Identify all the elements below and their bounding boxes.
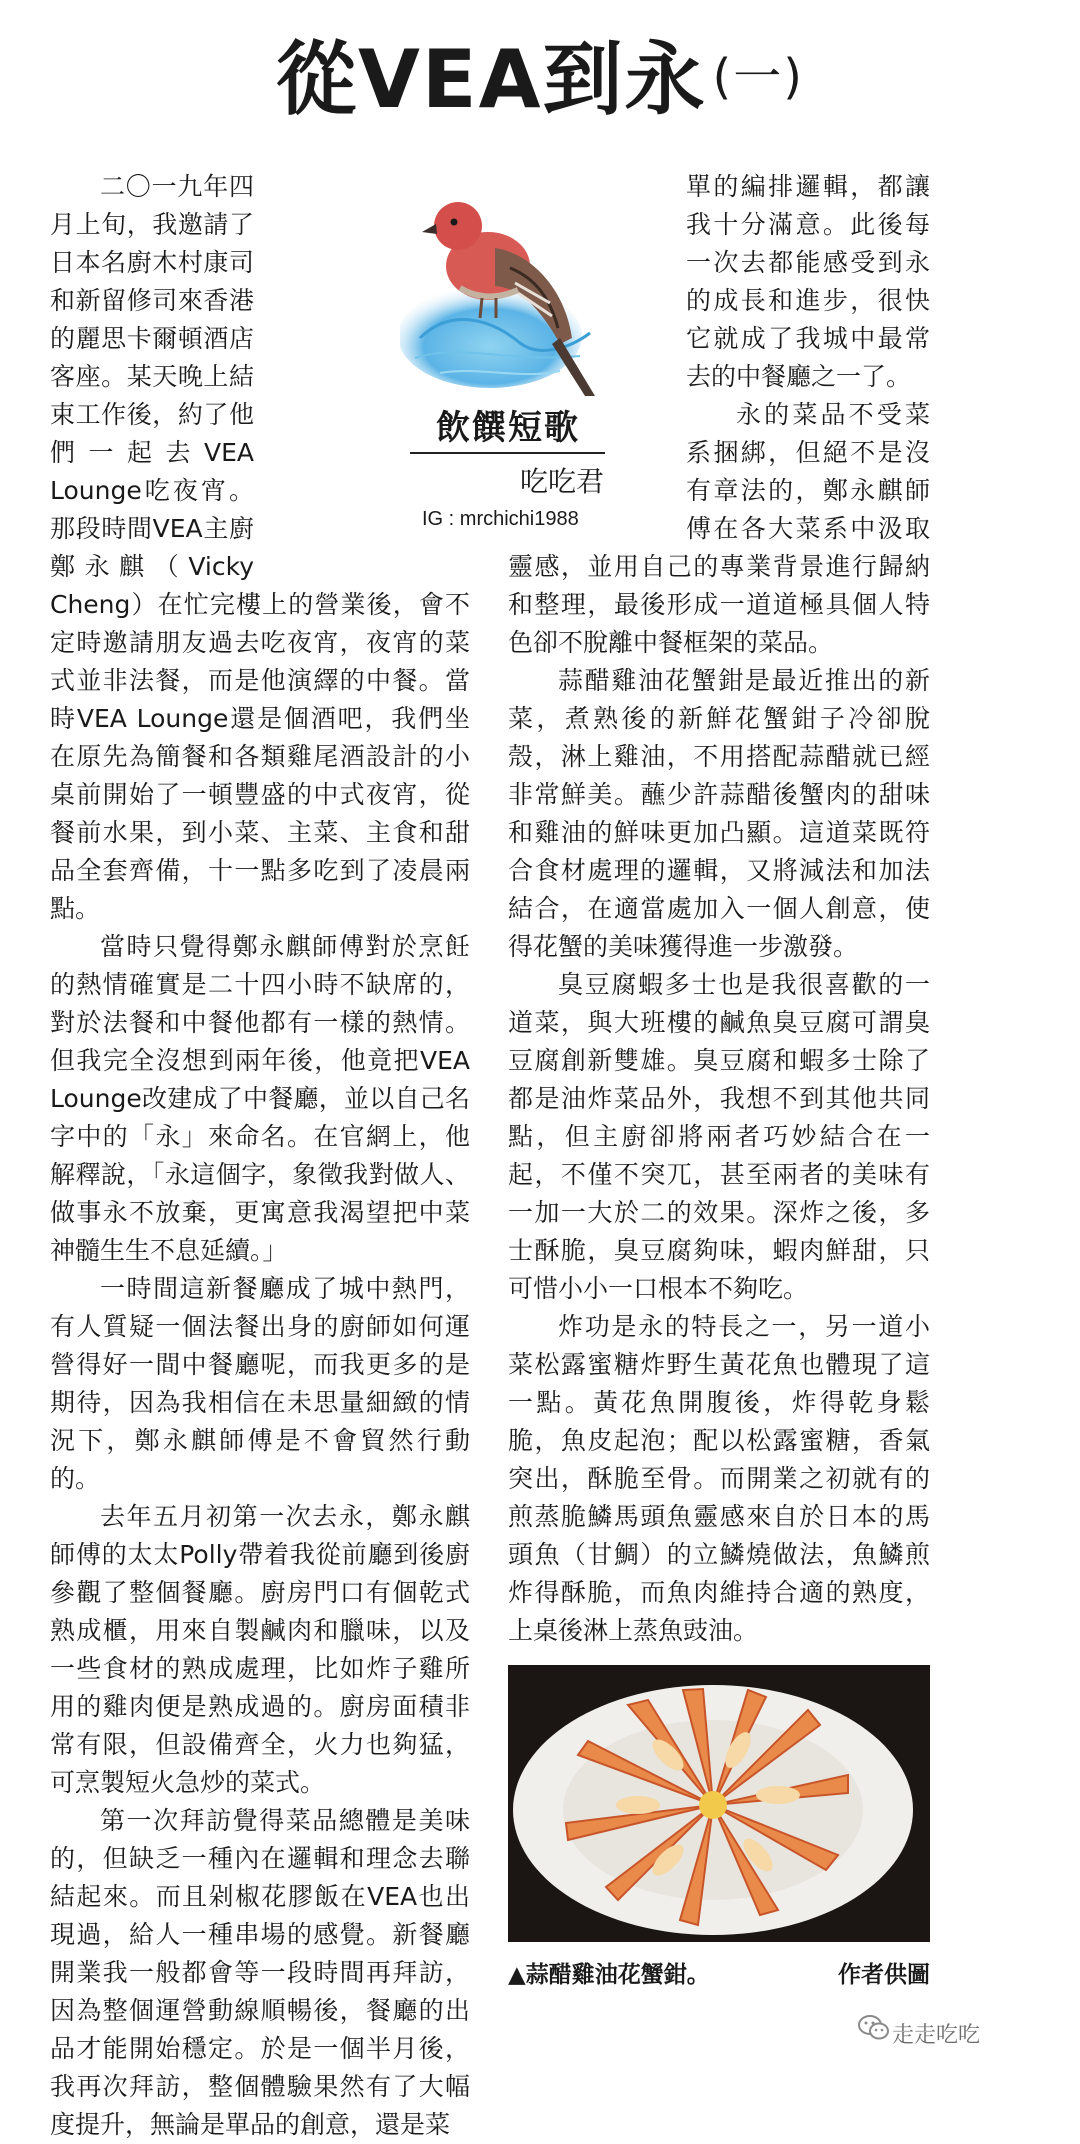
paragraph-6: 永的菜品不受菜系捆綁，但絕不是沒有章法的，鄭永麒師傅在各大菜系中汲取靈感，並用自己的專業背景進行歸納和整理，最後形成一道道極具個人特色卻不脫離中餐框架的菜品。 [508,400,930,657]
caption-text: ▲蒜醋雞油花蟹鉗。 [508,1962,710,1988]
paragraph-4: 去年五月初第一次去永，鄭永麒師傅的太太Polly帶着我從前廳到後廚參觀了整個餐廳。廚房門口有個乾式熟成櫃，用來自製鹹肉和臘味，以及一些食材的熟成處理，比如炸子雞所用的雞肉便是熟成過的。廚房面積非常有限，但設備齊全，火力也夠猛，可烹製短火急炒的菜式。 [50,1502,470,1797]
column-author: 吃吃君 [519,465,604,498]
crab-claw-illustration [508,1665,930,1942]
paragraph-8: 臭豆腐蝦多士也是我很喜歡的一道菜，與大班樓的鹹魚臭豆腐可謂臭豆腐創新雙雄。臭豆腐和蝦多士除了都是油炸菜品外，我想不到其他共同點，但主廚卻將兩者巧妙結合在一起，不僅不突兀，甚至兩者的美味有一加一大於二的效果。深炸之後，多士酥脆，臭豆腐夠味，蝦肉鮮甜，只可惜小小一口根本不夠吃。 [508,970,930,1303]
article-title [0,33,1080,126]
paragraph-3: 一時間這新餐廳成了城中熱門，有人質疑一個法餐出身的廚師如何運營得好一間中餐廳呢，而我更多的是期待，因為我相信在未思量細緻的情況下，鄭永麒師傅是不會貿然行動的。 [50,1274,470,1493]
paragraph-2: 當時只覺得鄭永麒師傅對於烹飪的熱情確實是二十四小時不缺席的，對於法餐和中餐他都有一樣的熱情。但我完全沒想到兩年後，他竟把VEA Lounge改建成了中餐廳，並以自己名字中的「永」來命名。在官網上，他解釋說，「永這個字，象徵我對做人、做事永不放棄，更寓意我渴望把中菜神髓生生不息延續。」 [50,932,470,1265]
badge-spacer [262,168,480,556]
badge-spacer-right [456,168,678,538]
photo-caption [508,1956,930,1989]
article-left-column [50,168,470,2144]
paragraph-5-continued: 單的編排邏輯，都讓我十分滿意。此後每一次去都能感受到永的成長和進步，很快它就成了我城中最常去的中餐廳之一了。 [686,172,930,391]
paragraph-1: 二〇一九年四月上旬，我邀請了日本名廚木村康司和新留修司來香港的麗思卡爾頓酒店客座。某天晚上結束工作後，約了他們一起去VEA Lounge吃夜宵。那段時間VEA主廚鄭永麒（Vicky Cheng）在忙完樓上的營業後，會不定時邀請朋友過去吃夜宵，夜宵的菜式並非法餐，而是他演繹的中餐。當時VEA Lounge還是個酒吧，我們坐在原先為簡餐和各類雞尾酒設計的小桌前開始了一頓豐盛的中式夜宵，從餐前水果，到小菜、主菜、主食和甜品全套齊備，十一點多吃到了凌晨兩點。 [50,172,470,923]
column-name: 飲饌短歌 [436,408,580,448]
wechat-icon [858,2014,890,2042]
instagram-handle: IG : mrchichi1988 [422,508,579,530]
article-title-part: (一) [712,49,804,105]
crab-claw-photo [508,1665,930,1942]
article-title-text: 從VEA到永 [276,33,707,126]
paragraph-5: 第一次拜訪覺得菜品總體是美味的，但缺乏一種內在邏輯和理念去聯結起來。而且剁椒花膠飯在VEA也出現過，給人一種串場的感覺。新餐廳開業我一般都會等一段時間再拜訪，因為整個運營動線順暢後，餐廳的出品才能開始穩定。於是一個半月後，我再次拜訪，整個體驗果然有了大幅度提升，無論是單品的創意，還是菜 [50,1806,470,2139]
watermark-text: 走走吃吃 [892,2023,981,2048]
photo-credit: 作者供圖 [838,1962,930,1988]
paragraph-7: 蒜醋雞油花蟹鉗是最近推出的新菜，煮熟後的新鮮花蟹鉗子冷卻脫殼，淋上雞油，不用搭配蒜醋就已經非常鮮美。蘸少許蒜醋後蟹肉的甜味和雞油的鮮味更加凸顯。這道菜既符合食材處理的邏輯，又將減法和加法結合，在適當處加入一個人創意，使得花蟹的美味獲得進一步激發。 [508,666,930,961]
article-right-column [508,168,930,1650]
paragraph-9: 炸功是永的特長之一，另一道小菜松露蜜糖炸野生黃花魚也體現了這一點。黃花魚開腹後，炸得乾身鬆脆，魚皮起泡；配以松露蜜糖，香氣突出，酥脆至骨。而開業之初就有的煎蒸脆鱗馬頭魚靈感來自於日本的馬頭魚（甘鯛）的立鱗燒做法，魚鱗煎炸得酥脆，而魚肉維持合適的熟度，上桌後淋上蒸魚豉油。 [508,1312,930,1645]
